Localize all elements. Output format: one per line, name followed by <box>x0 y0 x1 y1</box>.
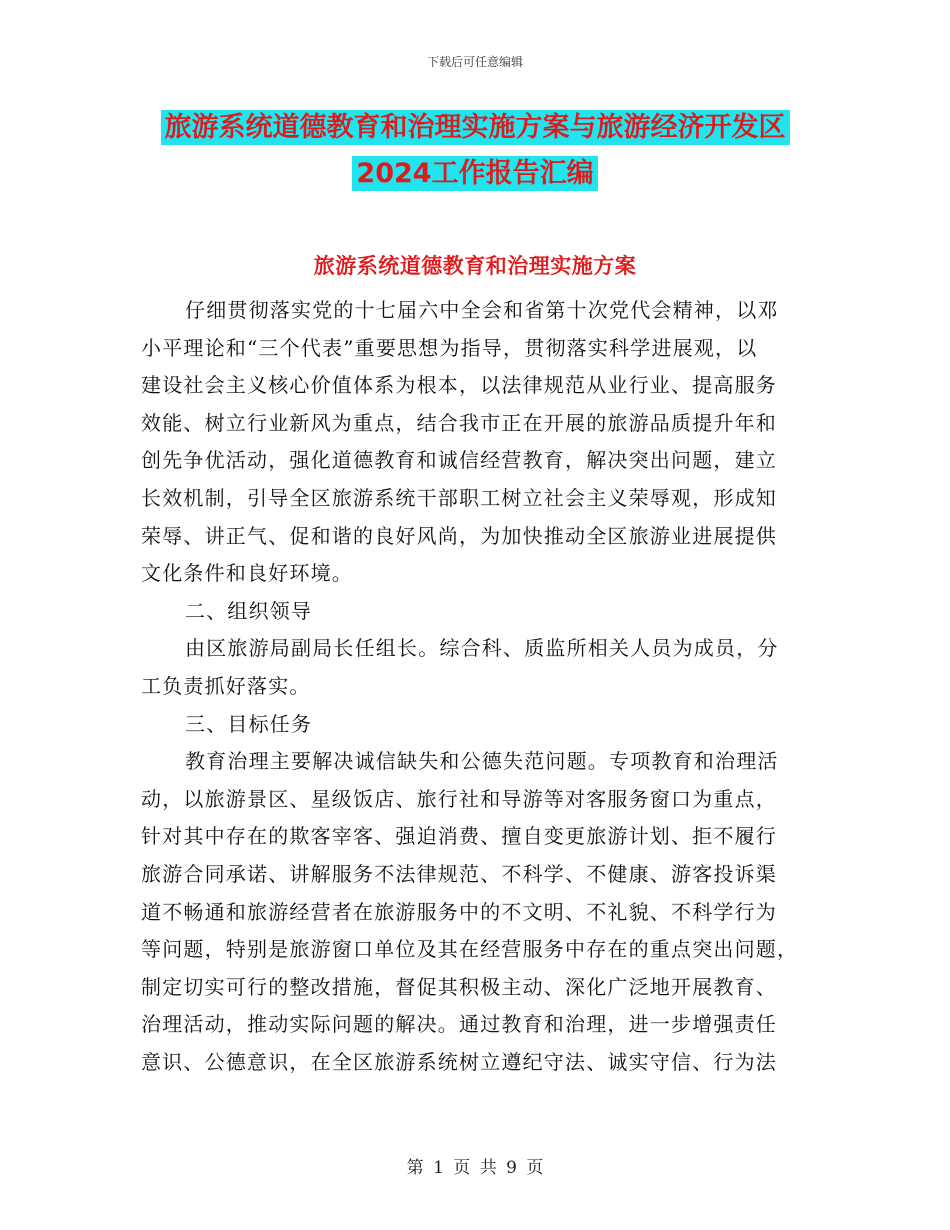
body-line: 长效机制，引导全区旅游系统干部职工树立社会主义荣辱观，形成知 <box>141 485 777 510</box>
body-line: 动，以旅游景区、星级饭店、旅行社和导游等对客服务窗口为重点， <box>141 786 777 811</box>
body-line: 等问题，特别是旅游窗口单位及其在经营服务中存在的重点突出问题， <box>141 937 799 962</box>
body-line: 制定切实可行的整改措施，督促其积极主动、深化广泛地开展教育、 <box>141 974 777 999</box>
document-title-line-2 <box>0 157 950 191</box>
body-line: 文化条件和良好环境。 <box>141 561 353 586</box>
document-title-text-2: 2024工作报告汇编 <box>352 156 597 191</box>
body-line: 道不畅通和旅游经营者在旅游服务中的不文明、不礼貌、不科学行为 <box>141 899 777 924</box>
section-title: 旅游系统道德教育和治理实施方案 <box>313 254 637 278</box>
body-line: 教育治理主要解决诚信缺失和公德失范问题。专项教育和治理活 <box>185 749 779 774</box>
body-line: 小平理论和“三个代表”重要思想为指导，贯彻落实科学进展观，以 <box>141 335 758 360</box>
page-header-note: 下载后可任意编辑 <box>426 55 523 69</box>
document-body <box>141 292 801 1081</box>
body-line: 治理活动，推动实际问题的解决。通过教育和治理，进一步增强责任 <box>141 1012 777 1037</box>
heading-goals: 三、目标任务 <box>185 711 313 736</box>
body-line: 由区旅游局副局长任组长。综合科、质监所相关人员为成员，分 <box>185 636 779 661</box>
body-line: 针对其中存在的欺客宰客、强迫消费、擅自变更旅游计划、拒不履行 <box>141 824 777 849</box>
body-line: 意识、公德意识，在全区旅游系统树立遵纪守法、诚实守信、行为法 <box>141 1049 777 1074</box>
body-line: 荣辱、讲正气、促和谐的良好风尚，为加快推动全区旅游业进展提供 <box>141 523 777 548</box>
body-line: 工负责抓好落实。 <box>141 673 311 698</box>
body-line: 旅游合同承诺、讲解服务不法律规范、不科学、不健康、游客投诉渠 <box>141 861 777 886</box>
body-line: 创先争优活动，强化道德教育和诚信经营教育，解决突出问题，建立 <box>141 448 777 473</box>
document-title-line-1 <box>0 111 950 145</box>
heading-organization: 二、组织领导 <box>185 598 313 623</box>
body-line: 效能、树立行业新风为重点，结合我市正在开展的旅游品质提升年和 <box>141 410 777 435</box>
document-title-text-1: 旅游系统道德教育和治理实施方案与旅游经济开发区 <box>161 110 790 145</box>
body-line: 仔细贯彻落实党的十七届六中全会和省第十次党代会精神，以邓 <box>185 298 779 322</box>
page-number-footer: 第 1 页 共 9 页 <box>406 1158 544 1178</box>
body-line: 建设社会主义核心价值体系为根本，以法律规范从业行业、提高服务 <box>141 373 777 398</box>
